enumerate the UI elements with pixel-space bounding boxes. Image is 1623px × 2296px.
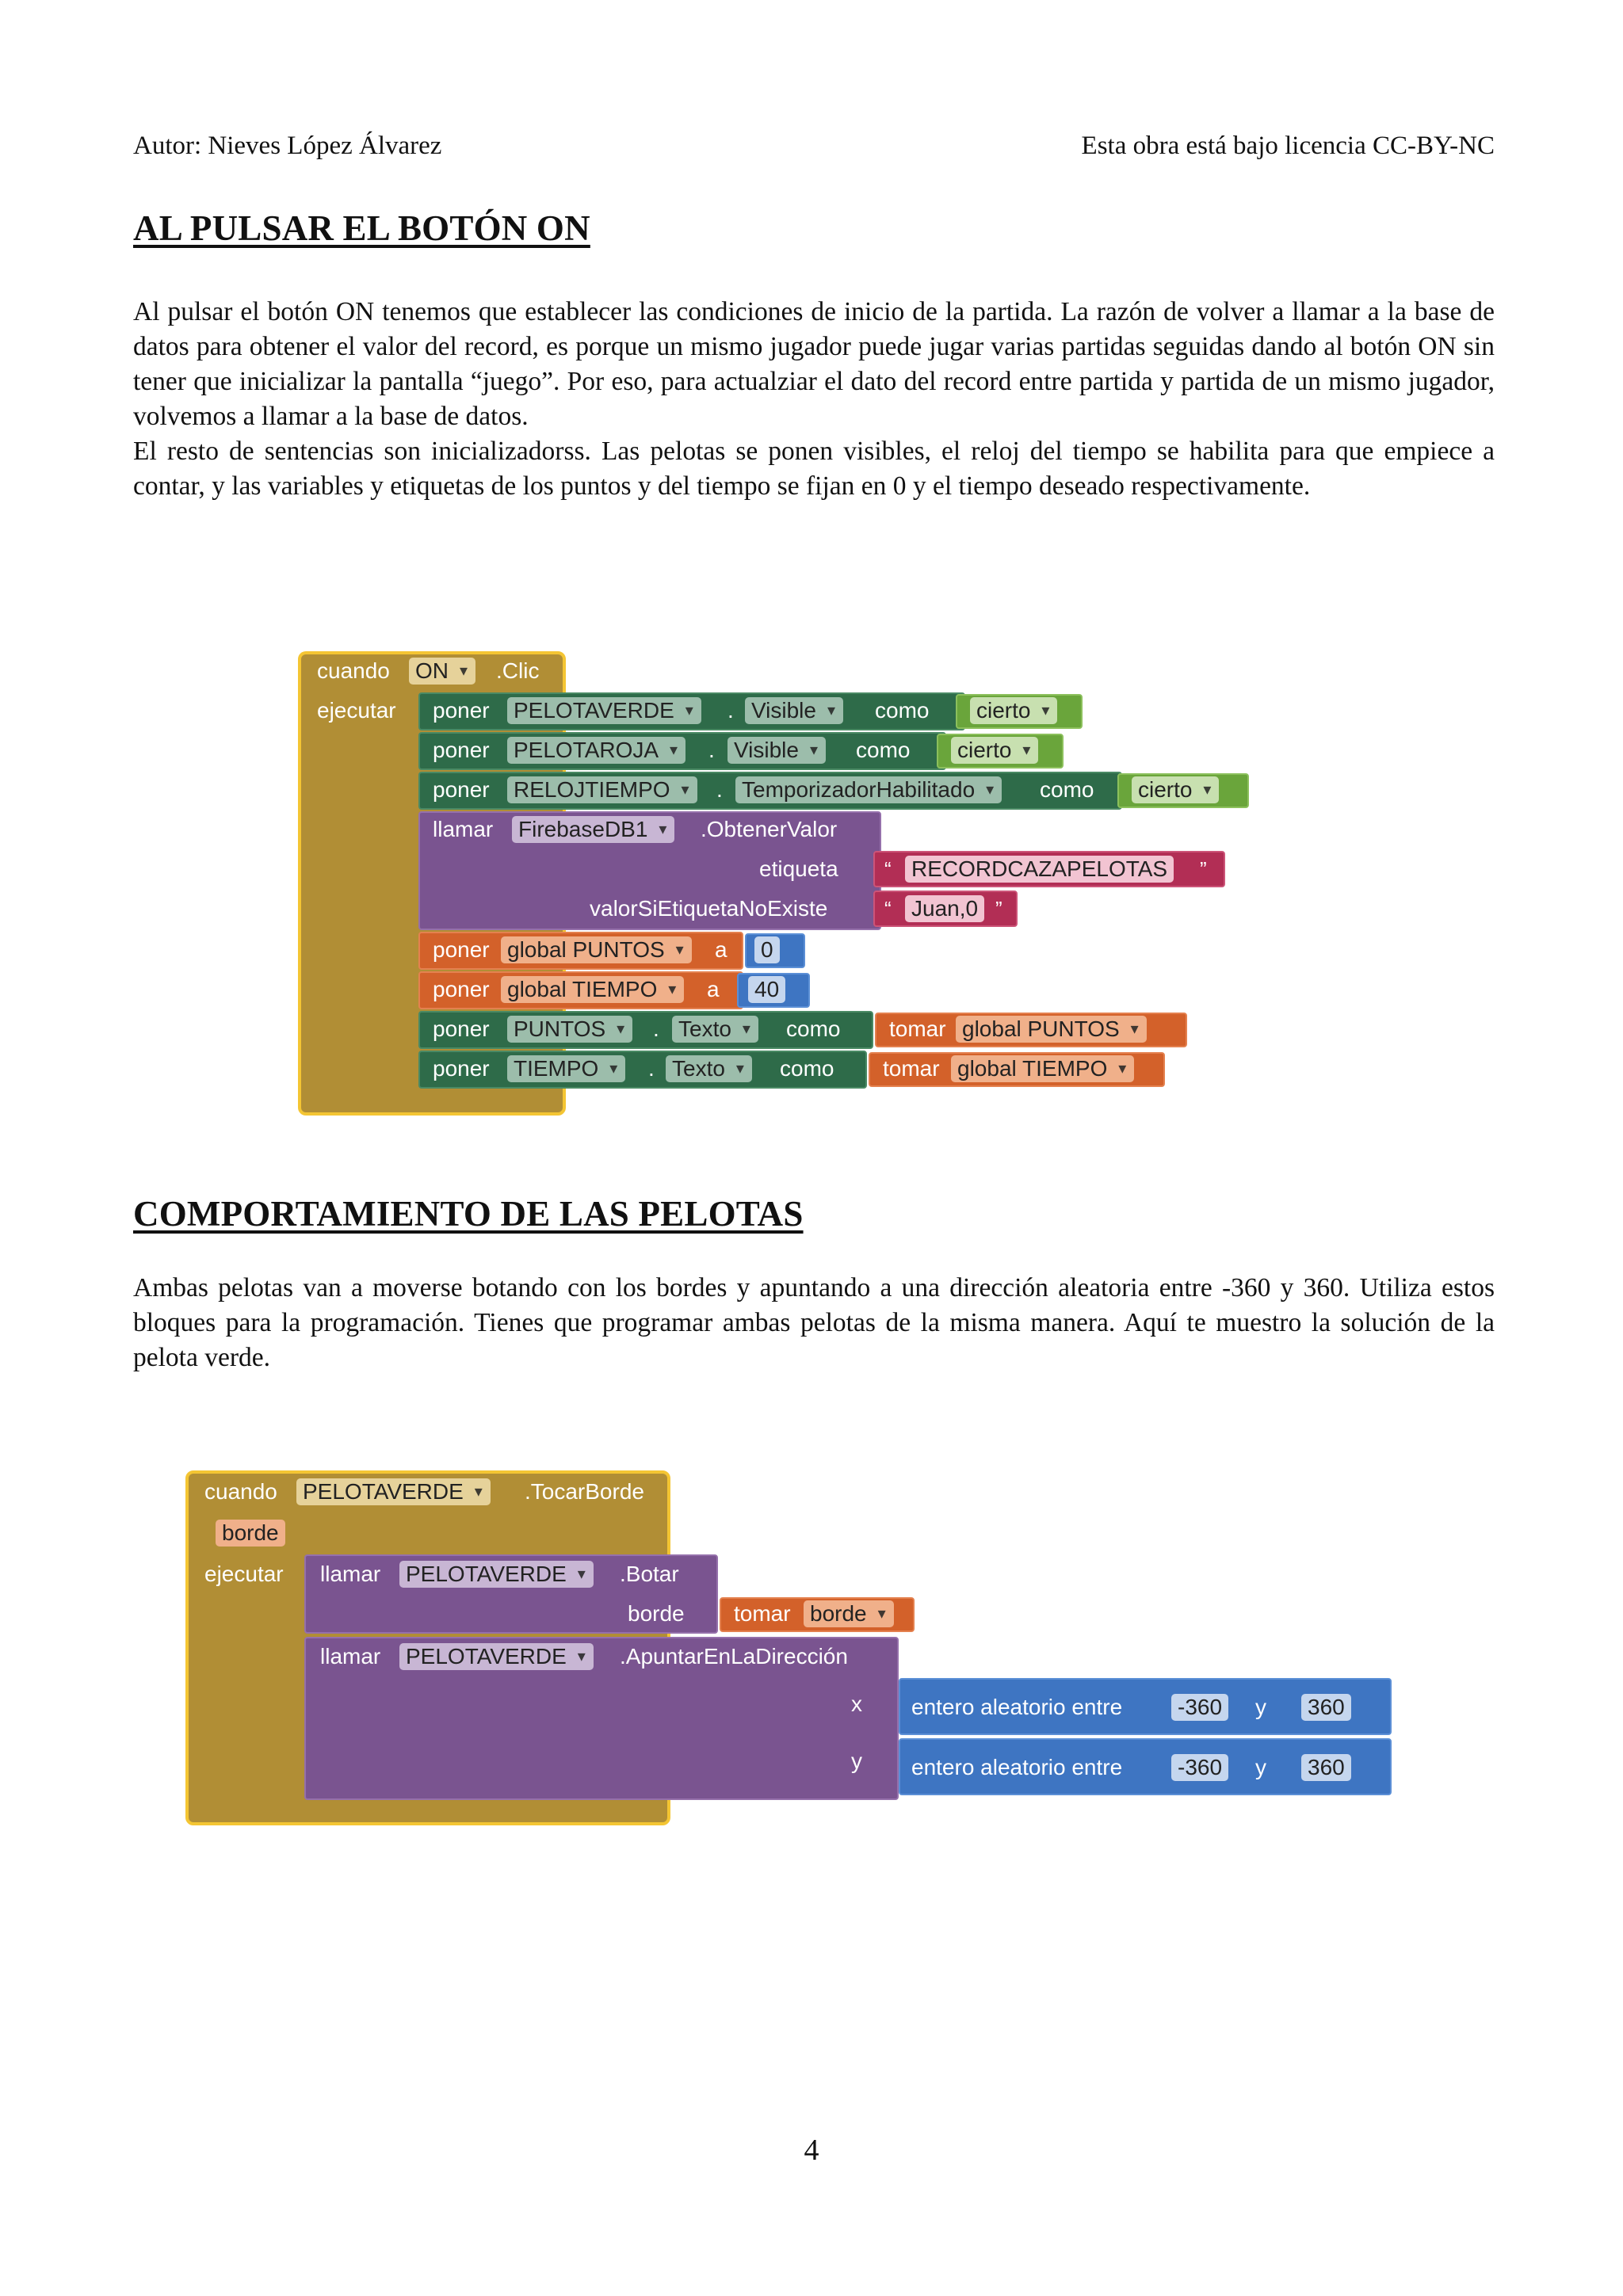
method-name: .ApuntarEnLaDirección [620, 1644, 848, 1669]
as-label: como [1040, 777, 1094, 802]
arg-label-y: y [851, 1749, 862, 1773]
random-label: entero aleatorio entre [911, 1695, 1123, 1719]
number-field[interactable]: 360 [1301, 1694, 1351, 1721]
quote-close: ” [995, 897, 1002, 921]
component-dropdown[interactable]: PELOTAROJA ▾ [507, 737, 685, 764]
arg-label: borde [628, 1601, 685, 1626]
variable-dropdown[interactable]: borde ▾ [804, 1600, 894, 1627]
page-number: 4 [804, 2134, 819, 2167]
when-label: cuando [317, 658, 390, 683]
variable-dropdown[interactable]: global TIEMPO ▾ [951, 1055, 1134, 1082]
event-name: .Clic [496, 658, 540, 683]
method-name: .ObtenerValor [701, 817, 838, 841]
dot: . [716, 777, 723, 802]
get-label: tomar [889, 1016, 946, 1041]
dot: . [648, 1056, 655, 1081]
property-dropdown[interactable]: Visible ▾ [745, 697, 843, 724]
number-field[interactable]: -360 [1171, 1694, 1228, 1721]
set-label: poner [433, 738, 490, 762]
quote-close: ” [1200, 857, 1207, 881]
arg-label-default: valorSiEtiquetaNoExiste [590, 896, 828, 921]
variable-dropdown[interactable]: global PUNTOS ▾ [501, 936, 692, 963]
set-label: poner [433, 937, 490, 962]
arg-label-tag: etiqueta [759, 856, 838, 881]
call-label: llamar [433, 817, 494, 841]
component-dropdown[interactable]: FirebaseDB1 ▾ [512, 816, 674, 843]
boolean-dropdown[interactable]: cierto ▾ [951, 737, 1038, 764]
section-title-on-button: AL PULSAR EL BOTÓN ON [133, 208, 590, 248]
license-header: Esta obra está bajo licencia CC-BY-NC [1081, 132, 1495, 160]
as-label: como [875, 698, 930, 723]
component-dropdown[interactable]: RELOJTIEMPO ▾ [507, 776, 697, 803]
text-field[interactable]: RECORDCAZAPELOTAS [905, 856, 1174, 883]
as-label: como [786, 1016, 841, 1041]
and-label: y [1255, 1755, 1266, 1779]
random-label: entero aleatorio entre [911, 1755, 1123, 1779]
property-dropdown[interactable]: Texto ▾ [666, 1055, 752, 1082]
as-label: como [856, 738, 911, 762]
component-dropdown[interactable]: PELOTAVERDE ▾ [399, 1643, 594, 1670]
when-label: cuando [204, 1479, 277, 1504]
boolean-dropdown[interactable]: cierto ▾ [1132, 776, 1219, 803]
component-dropdown[interactable]: PELOTAVERDE ▾ [507, 697, 701, 724]
and-label: y [1255, 1695, 1266, 1719]
dot: . [653, 1016, 659, 1041]
boolean-dropdown[interactable]: cierto ▾ [970, 697, 1057, 724]
quote-open: “ [884, 897, 892, 921]
to-label: a [715, 937, 727, 962]
dot: . [727, 698, 734, 723]
section-paragraph-balls: Ambas pelotas van a moverse botando con los bordes y apuntando a una dirección aleatoria entre -360 y 360. Utiliza estos bloques para la programación. Tienes que programar ambas pelotas de la misma manera. Aquí te muestro la solución de la pelota verde. [133, 1273, 1495, 1372]
number-field[interactable]: -360 [1171, 1754, 1228, 1781]
dot: . [708, 738, 715, 762]
to-label: a [707, 977, 720, 1001]
set-label: poner [433, 1056, 490, 1081]
component-dropdown[interactable]: ON ▾ [409, 658, 475, 685]
property-dropdown[interactable]: TemporizadorHabilitado ▾ [735, 776, 1002, 803]
section-paragraph-on-button: Al pulsar el botón ON tenemos que establecer las condiciones de inicio de la partida. La razón de volver a llamar a la base de datos para obtener el valor del record, es porque un mismo jugador puede jugar varias partidas seguidas dando al botón ON sin tener que inicializar la pantalla “juego”. Por eso, para actualziar el dato del record entre partida y partida de un mismo jugador, volvemos a llamar a la base de datos. El resto de sentencias son inicializadorss. Las pelotas se ponen visibles, el reloj del tiempo se habilita para que empiece a contar, y las variables y etiquetas de los puntos y del tiempo se fijan en 0 y el tiempo deseado respectivamente. [133, 297, 1495, 501]
property-dropdown[interactable]: Texto ▾ [672, 1016, 758, 1043]
quote-open: “ [884, 857, 892, 881]
set-label: poner [433, 698, 490, 723]
author-header: Autor: Nieves López Álvarez [133, 132, 442, 160]
property-dropdown[interactable]: Visible ▾ [727, 737, 826, 764]
as-label: como [780, 1056, 834, 1081]
variable-dropdown[interactable]: global PUNTOS ▾ [956, 1016, 1147, 1043]
edge-reached-event-block[interactable] [184, 1469, 1404, 1825]
on-click-event-block[interactable] [296, 650, 1247, 1125]
do-label: ejecutar [204, 1562, 284, 1586]
component-dropdown[interactable]: PUNTOS ▾ [507, 1016, 632, 1043]
component-dropdown[interactable]: TIEMPO ▾ [507, 1055, 625, 1082]
param-borde[interactable]: borde [216, 1520, 285, 1547]
get-label: tomar [734, 1601, 791, 1626]
set-label: poner [433, 977, 490, 1001]
method-name: .Botar [620, 1562, 679, 1586]
text-field[interactable]: Juan,0 [905, 895, 984, 922]
number-field[interactable]: 0 [754, 936, 780, 963]
call-label: llamar [320, 1562, 381, 1586]
arg-label-x: x [851, 1691, 862, 1716]
component-dropdown[interactable]: PELOTAVERDE ▾ [296, 1478, 491, 1505]
set-label: poner [433, 777, 490, 802]
set-label: poner [433, 1016, 490, 1041]
do-label: ejecutar [317, 698, 396, 723]
variable-dropdown[interactable]: global TIEMPO ▾ [501, 976, 684, 1003]
section-title-balls: COMPORTAMIENTO DE LAS PELOTAS [133, 1194, 804, 1234]
event-name: .TocarBorde [525, 1479, 644, 1504]
component-dropdown[interactable]: PELOTAVERDE ▾ [399, 1561, 594, 1588]
number-field[interactable]: 40 [748, 976, 785, 1003]
get-label: tomar [883, 1056, 940, 1081]
call-label: llamar [320, 1644, 381, 1669]
number-field[interactable]: 360 [1301, 1754, 1351, 1781]
